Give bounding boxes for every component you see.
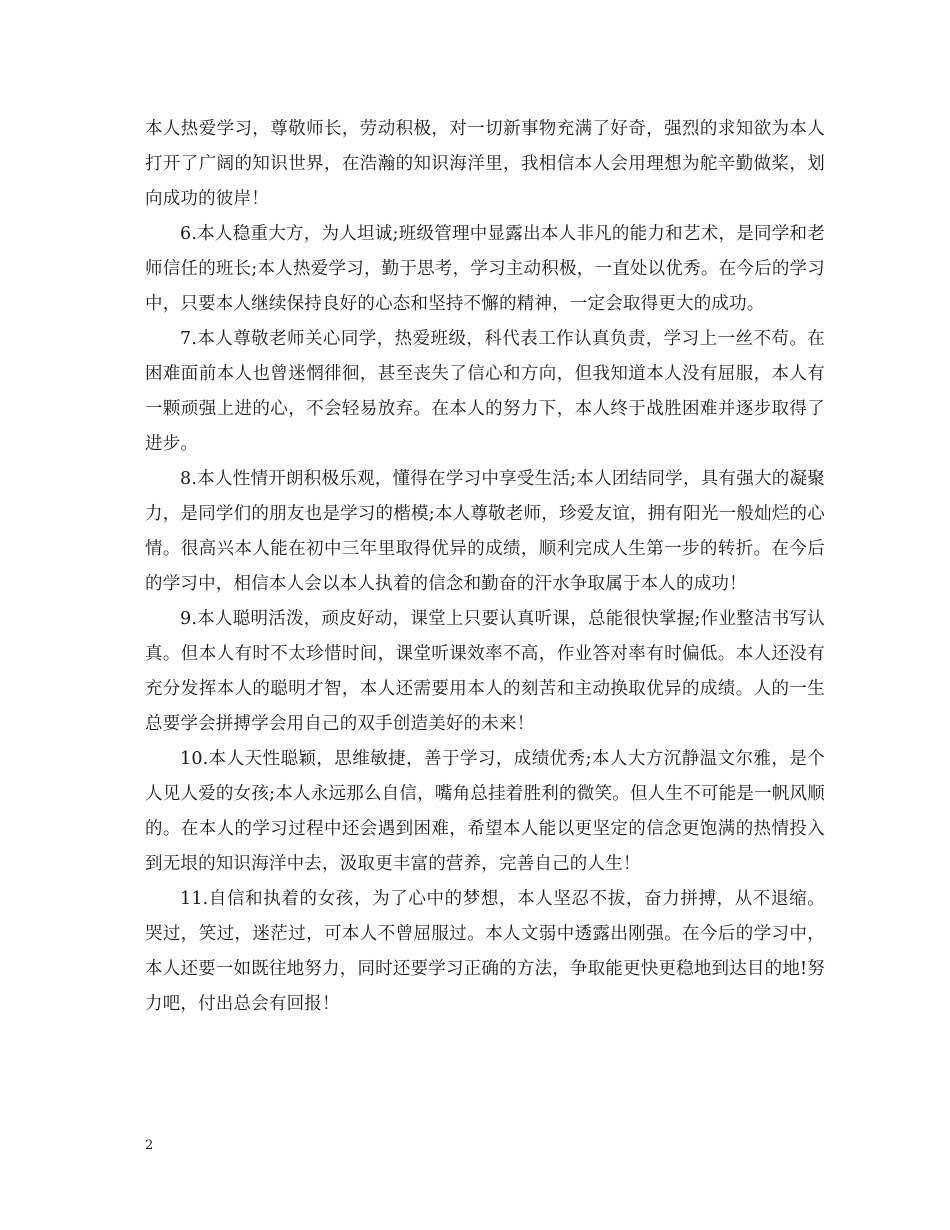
paragraph-item-6: 6.本人稳重大方，为人坦诚;班级管理中显露出本人非凡的能力和艺术，是同学和老师信任的班长;本人热爱学习，勤于思考，学习主动积极，一直处以优秀。在今后的学习中，只要本人继续保持良好的心态和坚持不懈的精神，一定会取得更大的成功。 [145, 224, 825, 314]
paragraph-item-7: 7.本人尊敬老师关心同学，热爱班级，科代表工作认真负责，学习上一丝不苟。在困难面前本人也曾迷惘徘徊，甚至丧失了信心和方向，但我知道本人没有屈服，本人有一颗顽强上进的心，不会轻易放弃。在本人的努力下，本人终于战胜困难并逐步取得了进步。 [145, 329, 825, 454]
paragraph-item-8: 8.本人性情开朗积极乐观，懂得在学习中享受生活;本人团结同学，具有强大的凝聚力，是同学们的朋友也是学习的楷模;本人尊敬老师，珍爱友谊，拥有阳光一般灿烂的心情。很高兴本人能在初中三年里取得优异的成绩，顺利完成人生第一步的转折。在今后的学习中，相信本人会以本人执着的信念和勤奋的汗水争取属于本人的成功！ [145, 469, 825, 594]
paragraph-item-10: 10.本人天性聪颖，思维敏捷，善于学习，成绩优秀;本人大方沉静温文尔雅，是个人见人爱的女孩;本人永远那么自信，嘴角总挂着胜利的微笑。但人生不可能是一帆风顺的。在本人的学习过程中还会遇到困难，希望本人能以更坚定的信念更饱满的热情投入到无垠的知识海洋中去，汲取更丰富的营养，完善自己的人生！ [145, 749, 825, 874]
paragraph-item-9: 9.本人聪明活泼，顽皮好动，课堂上只要认真听课，总能很快掌握;作业整洁书写认真。但本人有时不太珍惜时间，课堂听课效率不高，作业答对率有时偏低。本人还没有充分发挥本人的聪明才智，本人还需要用本人的刻苦和主动换取优异的成绩。人的一生总要学会拼搏学会用自己的双手创造美好的未来！ [145, 609, 825, 734]
paragraph-item-11: 11.自信和执着的女孩，为了心中的梦想，本人坚忍不拔，奋力拼搏，从不退缩。哭过，笑过，迷茫过，可本人不曾屈服过。本人文弱中透露出刚强。在今后的学习中，本人还要一如既往地努力，同时还要学习正确的方法，争取能更快更稳地到达目的地!努力吧，付出总会有回报！ [145, 889, 825, 1014]
page-number: 2 [145, 1138, 154, 1153]
paragraph-intro: 本人热爱学习，尊敬师长，劳动积极，对一切新事物充满了好奇，强烈的求知欲为本人打开了广阔的知识世界，在浩瀚的知识海洋里，我相信本人会用理想为舵辛勤做桨，划向成功的彼岸！ [145, 119, 825, 209]
document-body [145, 112, 825, 1022]
